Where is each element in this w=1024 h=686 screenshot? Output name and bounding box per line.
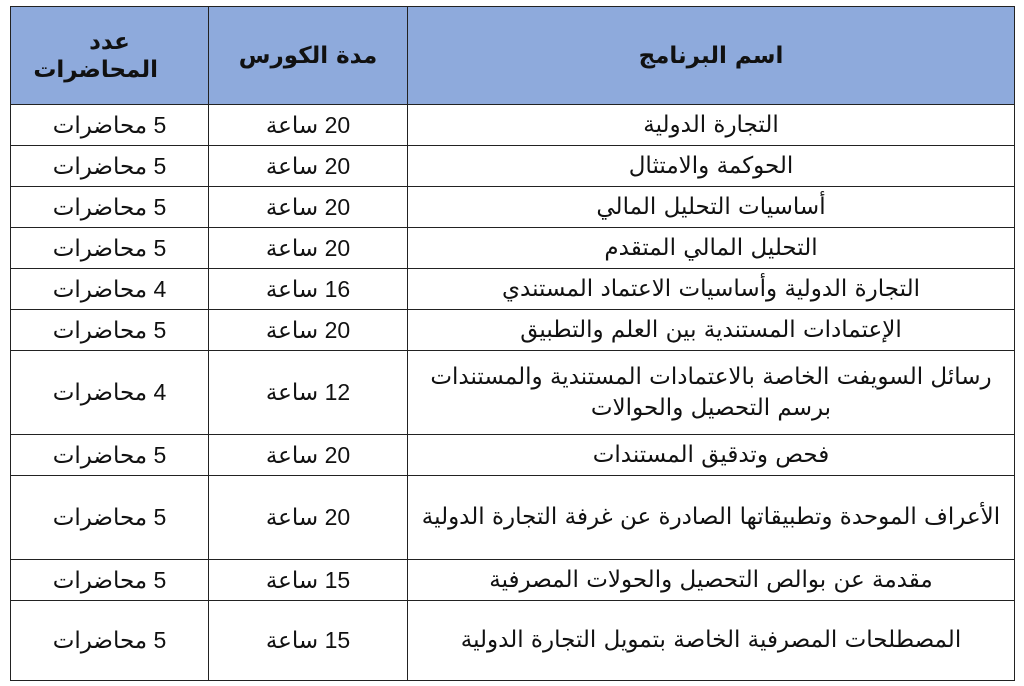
table-row: [11, 476, 1015, 560]
header-row: [11, 7, 1015, 105]
lectures-cell: 4 محاضرات: [11, 269, 209, 310]
lectures-cell: 5 محاضرات: [11, 146, 209, 187]
table-row: [11, 601, 1015, 681]
duration-cell: 20 ساعة: [209, 310, 408, 351]
lectures-cell: 5 محاضرات: [11, 187, 209, 228]
program-cell: المصطلحات المصرفية الخاصة بتمويل التجارة الدولية: [408, 601, 1015, 681]
program-cell: الإعتمادات المستندية بين العلم والتطبيق: [408, 310, 1015, 351]
table-row: [11, 435, 1015, 476]
duration-cell: 20 ساعة: [209, 105, 408, 146]
duration-cell: 20 ساعة: [209, 476, 408, 560]
lectures-cell: 5 محاضرات: [11, 435, 209, 476]
table-row: [11, 310, 1015, 351]
lectures-cell: 5 محاضرات: [11, 228, 209, 269]
courses-table: [10, 6, 1015, 681]
table-row: [11, 351, 1015, 435]
program-cell: فحص وتدقيق المستندات: [408, 435, 1015, 476]
duration-cell: 12 ساعة: [209, 351, 408, 435]
lectures-cell: 5 محاضرات: [11, 601, 209, 681]
program-cell: الأعراف الموحدة وتطبيقاتها الصادرة عن غرفة التجارة الدولية: [408, 476, 1015, 560]
header-lectures: عدد المحاضرات: [11, 7, 209, 105]
duration-cell: 15 ساعة: [209, 601, 408, 681]
program-cell: مقدمة عن بوالص التحصيل والحولات المصرفية: [408, 560, 1015, 601]
program-cell: التجارة الدولية: [408, 105, 1015, 146]
program-cell: أساسيات التحليل المالي: [408, 187, 1015, 228]
duration-cell: 15 ساعة: [209, 560, 408, 601]
table-row: [11, 560, 1015, 601]
duration-cell: 20 ساعة: [209, 187, 408, 228]
header-program: اسم البرنامج: [408, 7, 1015, 105]
table-row: [11, 269, 1015, 310]
lectures-cell: 5 محاضرات: [11, 105, 209, 146]
program-cell: التجارة الدولية وأساسيات الاعتماد المستندي: [408, 269, 1015, 310]
lectures-cell: 4 محاضرات: [11, 351, 209, 435]
header-duration: مدة الكورس: [209, 7, 408, 105]
program-cell: رسائل السويفت الخاصة بالاعتمادات المستندية والمستندات برسم التحصيل والحوالات: [408, 351, 1015, 435]
lectures-cell: 5 محاضرات: [11, 560, 209, 601]
lectures-cell: 5 محاضرات: [11, 310, 209, 351]
program-cell: الحوكمة والامتثال: [408, 146, 1015, 187]
table-row: [11, 187, 1015, 228]
table-row: [11, 105, 1015, 146]
duration-cell: 20 ساعة: [209, 228, 408, 269]
duration-cell: 20 ساعة: [209, 435, 408, 476]
duration-cell: 20 ساعة: [209, 146, 408, 187]
lectures-cell: 5 محاضرات: [11, 476, 209, 560]
table-row: [11, 228, 1015, 269]
table-row: [11, 146, 1015, 187]
program-cell: التحليل المالي المتقدم: [408, 228, 1015, 269]
duration-cell: 16 ساعة: [209, 269, 408, 310]
